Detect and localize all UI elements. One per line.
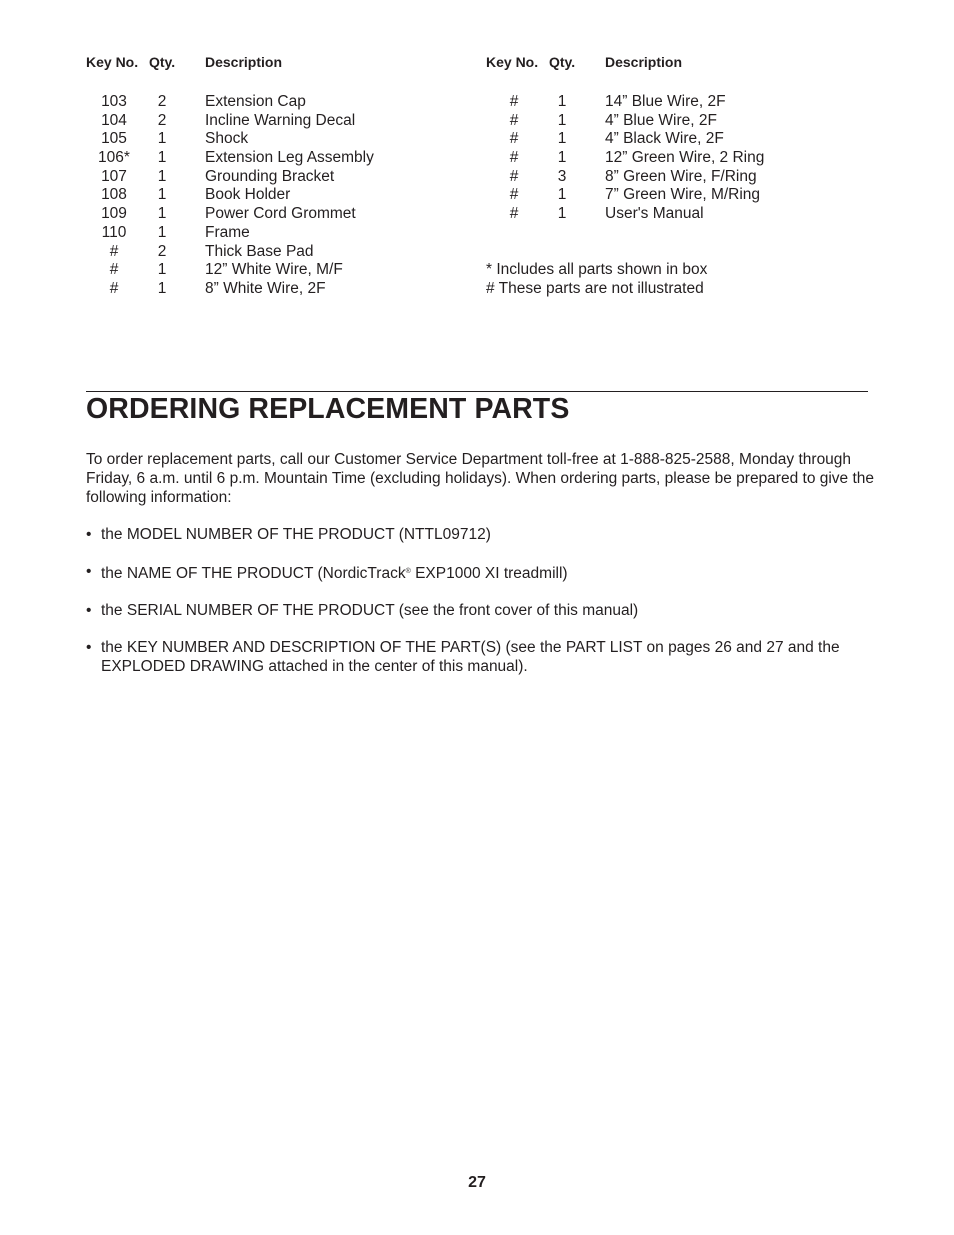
part-qty: 1 [557, 111, 567, 129]
part-description: Grounding Bracket [205, 167, 335, 185]
part-qty: 1 [157, 279, 167, 297]
section-title: ORDERING REPLACEMENT PARTS [86, 393, 570, 425]
part-key-no: 109 [101, 205, 127, 223]
part-key-no: # [509, 167, 519, 185]
part-qty: 1 [157, 223, 167, 241]
bullet: • [86, 639, 92, 656]
part-key-no: 108 [101, 186, 127, 204]
part-key-no: # [509, 186, 519, 204]
bullet: • [86, 602, 92, 619]
part-qty: 1 [157, 261, 167, 279]
header-qty: Qty. [149, 54, 176, 70]
part-description: Power Cord Grommet [205, 205, 356, 223]
part-description: 12” Green Wire, 2 Ring [605, 149, 765, 167]
part-key-no: 106* [98, 149, 130, 167]
part-key-no: 110 [101, 223, 127, 241]
bullet: • [86, 526, 92, 543]
part-key-no: 105 [101, 130, 127, 148]
page-number: 27 [468, 1174, 486, 1191]
header-key-no: Key No. [486, 54, 539, 70]
part-qty: 3 [557, 167, 567, 185]
part-description: 8” Green Wire, F/Ring [605, 167, 757, 185]
bullet: • [86, 563, 92, 580]
part-description: 14” Blue Wire, 2F [605, 93, 726, 110]
part-description: Book Holder [205, 186, 291, 204]
header-description: Description [205, 54, 283, 70]
part-key-no: # [509, 149, 519, 167]
part-qty: 1 [157, 167, 167, 185]
list-item: • the KEY NUMBER AND DESCRIPTION OF THE PART(S) (see the PART LIST on pages 26 and 27 and the EXPLODED DRAWING attached in the center of this manual). [86, 639, 840, 675]
part-qty: 1 [557, 205, 567, 223]
info-list [86, 525, 876, 694]
part-qty: 2 [157, 93, 167, 110]
part-key-no: # [109, 242, 119, 260]
part-key-no: # [109, 261, 119, 279]
part-qty: 1 [557, 93, 567, 110]
part-description: User's Manual [605, 205, 704, 223]
header-qty: Qty. [549, 54, 576, 70]
part-qty: 1 [157, 130, 167, 148]
section-divider [86, 391, 868, 392]
part-description: 7” Green Wire, M/Ring [605, 186, 761, 204]
part-description: Extension Leg Assembly [205, 149, 374, 167]
part-key-no: # [509, 93, 519, 110]
part-description: Incline Warning Decal [205, 111, 356, 129]
intro-paragraph: To order replacement parts, call our Customer Service Department toll-free at 1-888-825-2588, Monday through Friday, 6 a.m. until 6 p.m. Mountain Time (excluding holidays). When ordering parts, please be prepared to give the following information: [86, 451, 875, 506]
part-key-no: # [109, 279, 119, 297]
part-key-no: 104 [101, 111, 127, 129]
part-description: Frame [205, 223, 250, 241]
part-description: Extension Cap [205, 93, 306, 110]
part-qty: 2 [157, 111, 167, 129]
part-description: 4” Blue Wire, 2F [605, 111, 717, 129]
part-description: Shock [205, 130, 249, 148]
part-key-no: 103 [101, 93, 127, 110]
part-key-no: # [509, 111, 519, 129]
part-description: 8” White Wire, 2F [205, 279, 326, 297]
header-description: Description [605, 54, 683, 70]
list-item: • the NAME OF THE PRODUCT (NordicTrack® EXP1000 XI treadmill) [86, 563, 568, 582]
part-qty: 1 [157, 205, 167, 223]
parts-notes [486, 261, 707, 298]
list-item: • the MODEL NUMBER OF THE PRODUCT (NTTL09712) [86, 526, 491, 543]
note-hash: # These parts are not illustrated [486, 279, 704, 297]
part-qty: 1 [557, 149, 567, 167]
part-qty: 1 [557, 186, 567, 204]
note-asterisk: * Includes all parts shown in box [486, 261, 708, 278]
part-description: 4” Black Wire, 2F [605, 130, 724, 148]
part-key-no: # [509, 205, 519, 223]
part-description: Thick Base Pad [205, 242, 314, 260]
list-item: • the SERIAL NUMBER OF THE PRODUCT (see the front cover of this manual) [86, 602, 639, 619]
part-qty: 1 [157, 149, 167, 167]
part-qty: 2 [157, 242, 167, 260]
registered-mark: ® [405, 568, 411, 575]
part-key-no: # [509, 130, 519, 148]
part-qty: 1 [157, 186, 167, 204]
header-key-no: Key No. [86, 54, 139, 70]
part-key-no: 107 [101, 167, 127, 185]
part-description: 12” White Wire, M/F [205, 261, 343, 279]
part-qty: 1 [557, 130, 567, 148]
